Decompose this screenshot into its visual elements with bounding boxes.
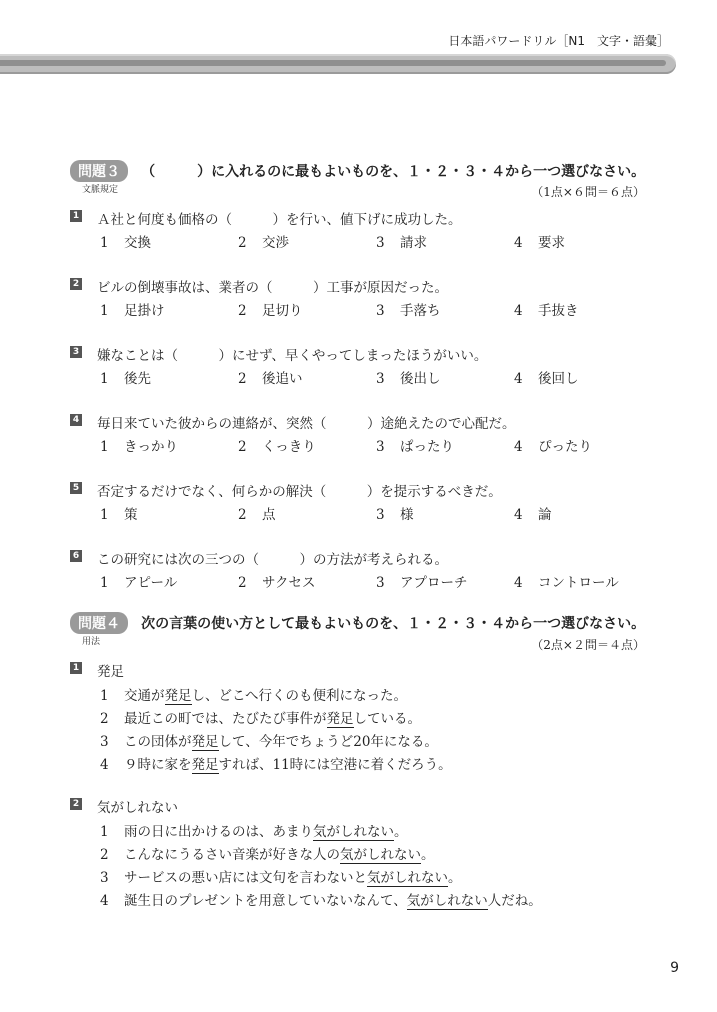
q3-option <box>514 231 565 251</box>
q4-sentence <box>100 684 407 704</box>
q4-sentence <box>100 753 452 773</box>
option-text: 後追い <box>262 371 303 387</box>
q3-option <box>514 503 552 523</box>
q4-sub: 用法 <box>82 637 101 647</box>
q3-item-stem: 嫌なことは（ ）にせず、早くやってしまったほうがいい。 <box>97 348 488 364</box>
option-text: 点 <box>262 507 276 523</box>
sentence-pre: ９時に家を <box>124 757 192 773</box>
q3-option <box>238 367 303 387</box>
option-text: アプローチ <box>400 575 468 591</box>
q4-badge: 問題４ <box>70 612 128 634</box>
option-text: ぱったり <box>400 439 454 455</box>
option-text: 手落ち <box>400 303 441 319</box>
sentence-underlined: 気がしれない <box>340 847 421 863</box>
q3-option <box>238 435 316 455</box>
q3-option <box>376 367 441 387</box>
option-number: 4 <box>514 439 523 455</box>
sentence-number: 1 <box>100 824 109 840</box>
sentence-post: している。 <box>353 711 421 727</box>
sentence-post: すれば、11時には空港に着くだろう。 <box>218 757 452 773</box>
option-text: ぴったり <box>538 439 592 455</box>
q4-sentence <box>100 707 421 727</box>
option-number: 3 <box>376 371 385 387</box>
option-number: 3 <box>376 235 385 251</box>
q4-header <box>70 612 645 634</box>
sentence-pre: この団体が <box>124 734 192 750</box>
option-number: 3 <box>376 439 385 455</box>
q3-option <box>238 299 303 319</box>
sentence-post: 。 <box>421 847 435 863</box>
sentence-post: 。 <box>448 870 462 886</box>
q3-item-number: 5 <box>70 482 82 494</box>
sentence-post: 。 <box>394 824 408 840</box>
q3-item-number: 1 <box>70 210 82 222</box>
q3-option <box>514 367 579 387</box>
q3-option <box>376 571 468 591</box>
q3-option <box>376 435 454 455</box>
q3-instruction: （ ）に入れるのに最もよいものを、１・２・３・４から一つ選びなさい。 <box>141 164 646 180</box>
option-text: 様 <box>400 507 414 523</box>
q4-sentence <box>100 866 462 886</box>
sentence-number: 2 <box>100 711 109 727</box>
option-number: 1 <box>100 235 109 251</box>
q3-points: （1点×６問＝６点） <box>531 185 645 199</box>
q3-option <box>100 571 177 591</box>
q4-sentence <box>100 889 542 909</box>
q4-sentence <box>100 730 438 750</box>
option-number: 2 <box>238 507 247 523</box>
option-number: 1 <box>100 371 109 387</box>
sentence-post: し、どこへ行くのも便利になった。 <box>191 688 407 704</box>
q3-item-stem: ビルの倒壊事故は、業者の（ ）工事が原因だった。 <box>97 280 448 296</box>
sentence-pre: 誕生日のプレゼントを用意していないなんて、 <box>124 893 407 909</box>
option-text: 後出し <box>400 371 441 387</box>
q3-item-stem: この研究には次の三つの（ ）の方法が考えられる。 <box>97 552 448 568</box>
q3-badge: 問題３ <box>70 160 128 182</box>
header-bar <box>0 54 676 74</box>
page-number: 9 <box>670 960 679 976</box>
q3-header <box>70 160 645 182</box>
q3-option <box>238 571 315 591</box>
sentence-number: 4 <box>100 757 109 773</box>
q3-item-number: 4 <box>70 414 82 426</box>
sentence-underlined: 気がしれない <box>313 824 394 840</box>
option-number: 2 <box>238 371 247 387</box>
q3-option <box>514 435 592 455</box>
q4-sentence <box>100 820 408 840</box>
option-number: 3 <box>376 575 385 591</box>
option-text: 後回し <box>538 371 579 387</box>
q3-option <box>100 367 151 387</box>
q4-item-word: 発足 <box>97 664 124 680</box>
sentence-pre: サービスの悪い店には文句を言わないと <box>124 870 367 886</box>
option-text: 策 <box>124 507 138 523</box>
sentence-underlined: 発足 <box>191 734 219 750</box>
option-number: 4 <box>514 575 523 591</box>
option-text: アピール <box>124 575 178 591</box>
sentence-underlined: 発足 <box>326 711 354 727</box>
option-number: 4 <box>514 507 523 523</box>
q3-option <box>376 231 427 251</box>
sentence-number: 3 <box>100 734 109 750</box>
q4-points: （2点×２問＝４点） <box>531 638 645 652</box>
q3-item-stem: 毎日来ていた彼からの連絡が、突然（ ）途絶えたので心配だ。 <box>97 416 516 432</box>
option-text: 請求 <box>400 235 427 251</box>
option-text: 交換 <box>124 235 151 251</box>
option-number: 4 <box>514 235 523 251</box>
q3-option <box>100 503 138 523</box>
option-number: 4 <box>514 303 523 319</box>
sentence-number: 3 <box>100 870 109 886</box>
q3-option <box>514 571 619 591</box>
option-number: 2 <box>238 303 247 319</box>
option-text: 要求 <box>538 235 565 251</box>
option-number: 1 <box>100 439 109 455</box>
sentence-number: 2 <box>100 847 109 863</box>
q3-option <box>514 299 579 319</box>
option-text: サクセス <box>262 575 316 591</box>
option-text: きっかり <box>124 439 178 455</box>
q3-item-number: 2 <box>70 278 82 290</box>
option-text: 論 <box>538 507 552 523</box>
option-text: 足切り <box>262 303 303 319</box>
q4-sentence <box>100 843 435 863</box>
option-text: 手抜き <box>538 303 579 319</box>
q3-item-stem: Ａ社と何度も価格の（ ）を行い、値下げに成功した。 <box>97 212 462 228</box>
option-text: 後先 <box>124 371 151 387</box>
q3-sub: 文脈規定 <box>82 185 119 195</box>
q3-option <box>238 231 289 251</box>
option-number: 2 <box>238 439 247 455</box>
option-text: コントロール <box>538 575 619 591</box>
q3-option <box>100 435 178 455</box>
sentence-pre: 交通が <box>124 688 165 704</box>
option-text: 足掛け <box>124 303 165 319</box>
option-number: 1 <box>100 575 109 591</box>
sentence-underlined: 気がしれない <box>406 893 488 909</box>
option-number: 1 <box>100 303 109 319</box>
q4-item-word: 気がしれない <box>97 800 178 816</box>
sentence-number: 1 <box>100 688 109 704</box>
q4-item-number: 1 <box>70 662 82 674</box>
q3-option <box>376 299 441 319</box>
q3-option <box>238 503 276 523</box>
option-number: 3 <box>376 507 385 523</box>
q3-option <box>100 299 165 319</box>
sentence-pre: こんなにうるさい音楽が好きな人の <box>124 847 340 863</box>
option-number: 1 <box>100 507 109 523</box>
q3-item-number: 3 <box>70 346 82 358</box>
header-title: 日本語パワードリル［N1 文字・語彙］ <box>448 34 669 48</box>
q3-option <box>100 231 151 251</box>
sentence-underlined: 発足 <box>191 757 219 773</box>
q3-item-number: 6 <box>70 550 82 562</box>
option-number: 2 <box>238 235 247 251</box>
q3-option <box>376 503 414 523</box>
sentence-pre: 雨の日に出かけるのは、あまり <box>124 824 313 840</box>
q3-item-stem: 否定するだけでなく、何らかの解決（ ）を提示するべきだ。 <box>97 484 502 500</box>
sentence-pre: 最近この町では、たびたび事件が <box>124 711 327 727</box>
sentence-underlined: 発足 <box>164 688 192 704</box>
option-number: 4 <box>514 371 523 387</box>
option-text: 交渉 <box>262 235 289 251</box>
q4-instruction: 次の言葉の使い方として最もよいものを、１・２・３・４から一つ選びなさい。 <box>141 616 646 632</box>
sentence-number: 4 <box>100 893 109 909</box>
option-number: 2 <box>238 575 247 591</box>
option-number: 3 <box>376 303 385 319</box>
sentence-post: して、今年でちょうど20年になる。 <box>218 734 438 750</box>
sentence-post: 人だね。 <box>487 893 542 909</box>
sentence-underlined: 気がしれない <box>367 870 448 886</box>
q4-item-number: 2 <box>70 798 82 810</box>
option-text: くっきり <box>262 439 316 455</box>
